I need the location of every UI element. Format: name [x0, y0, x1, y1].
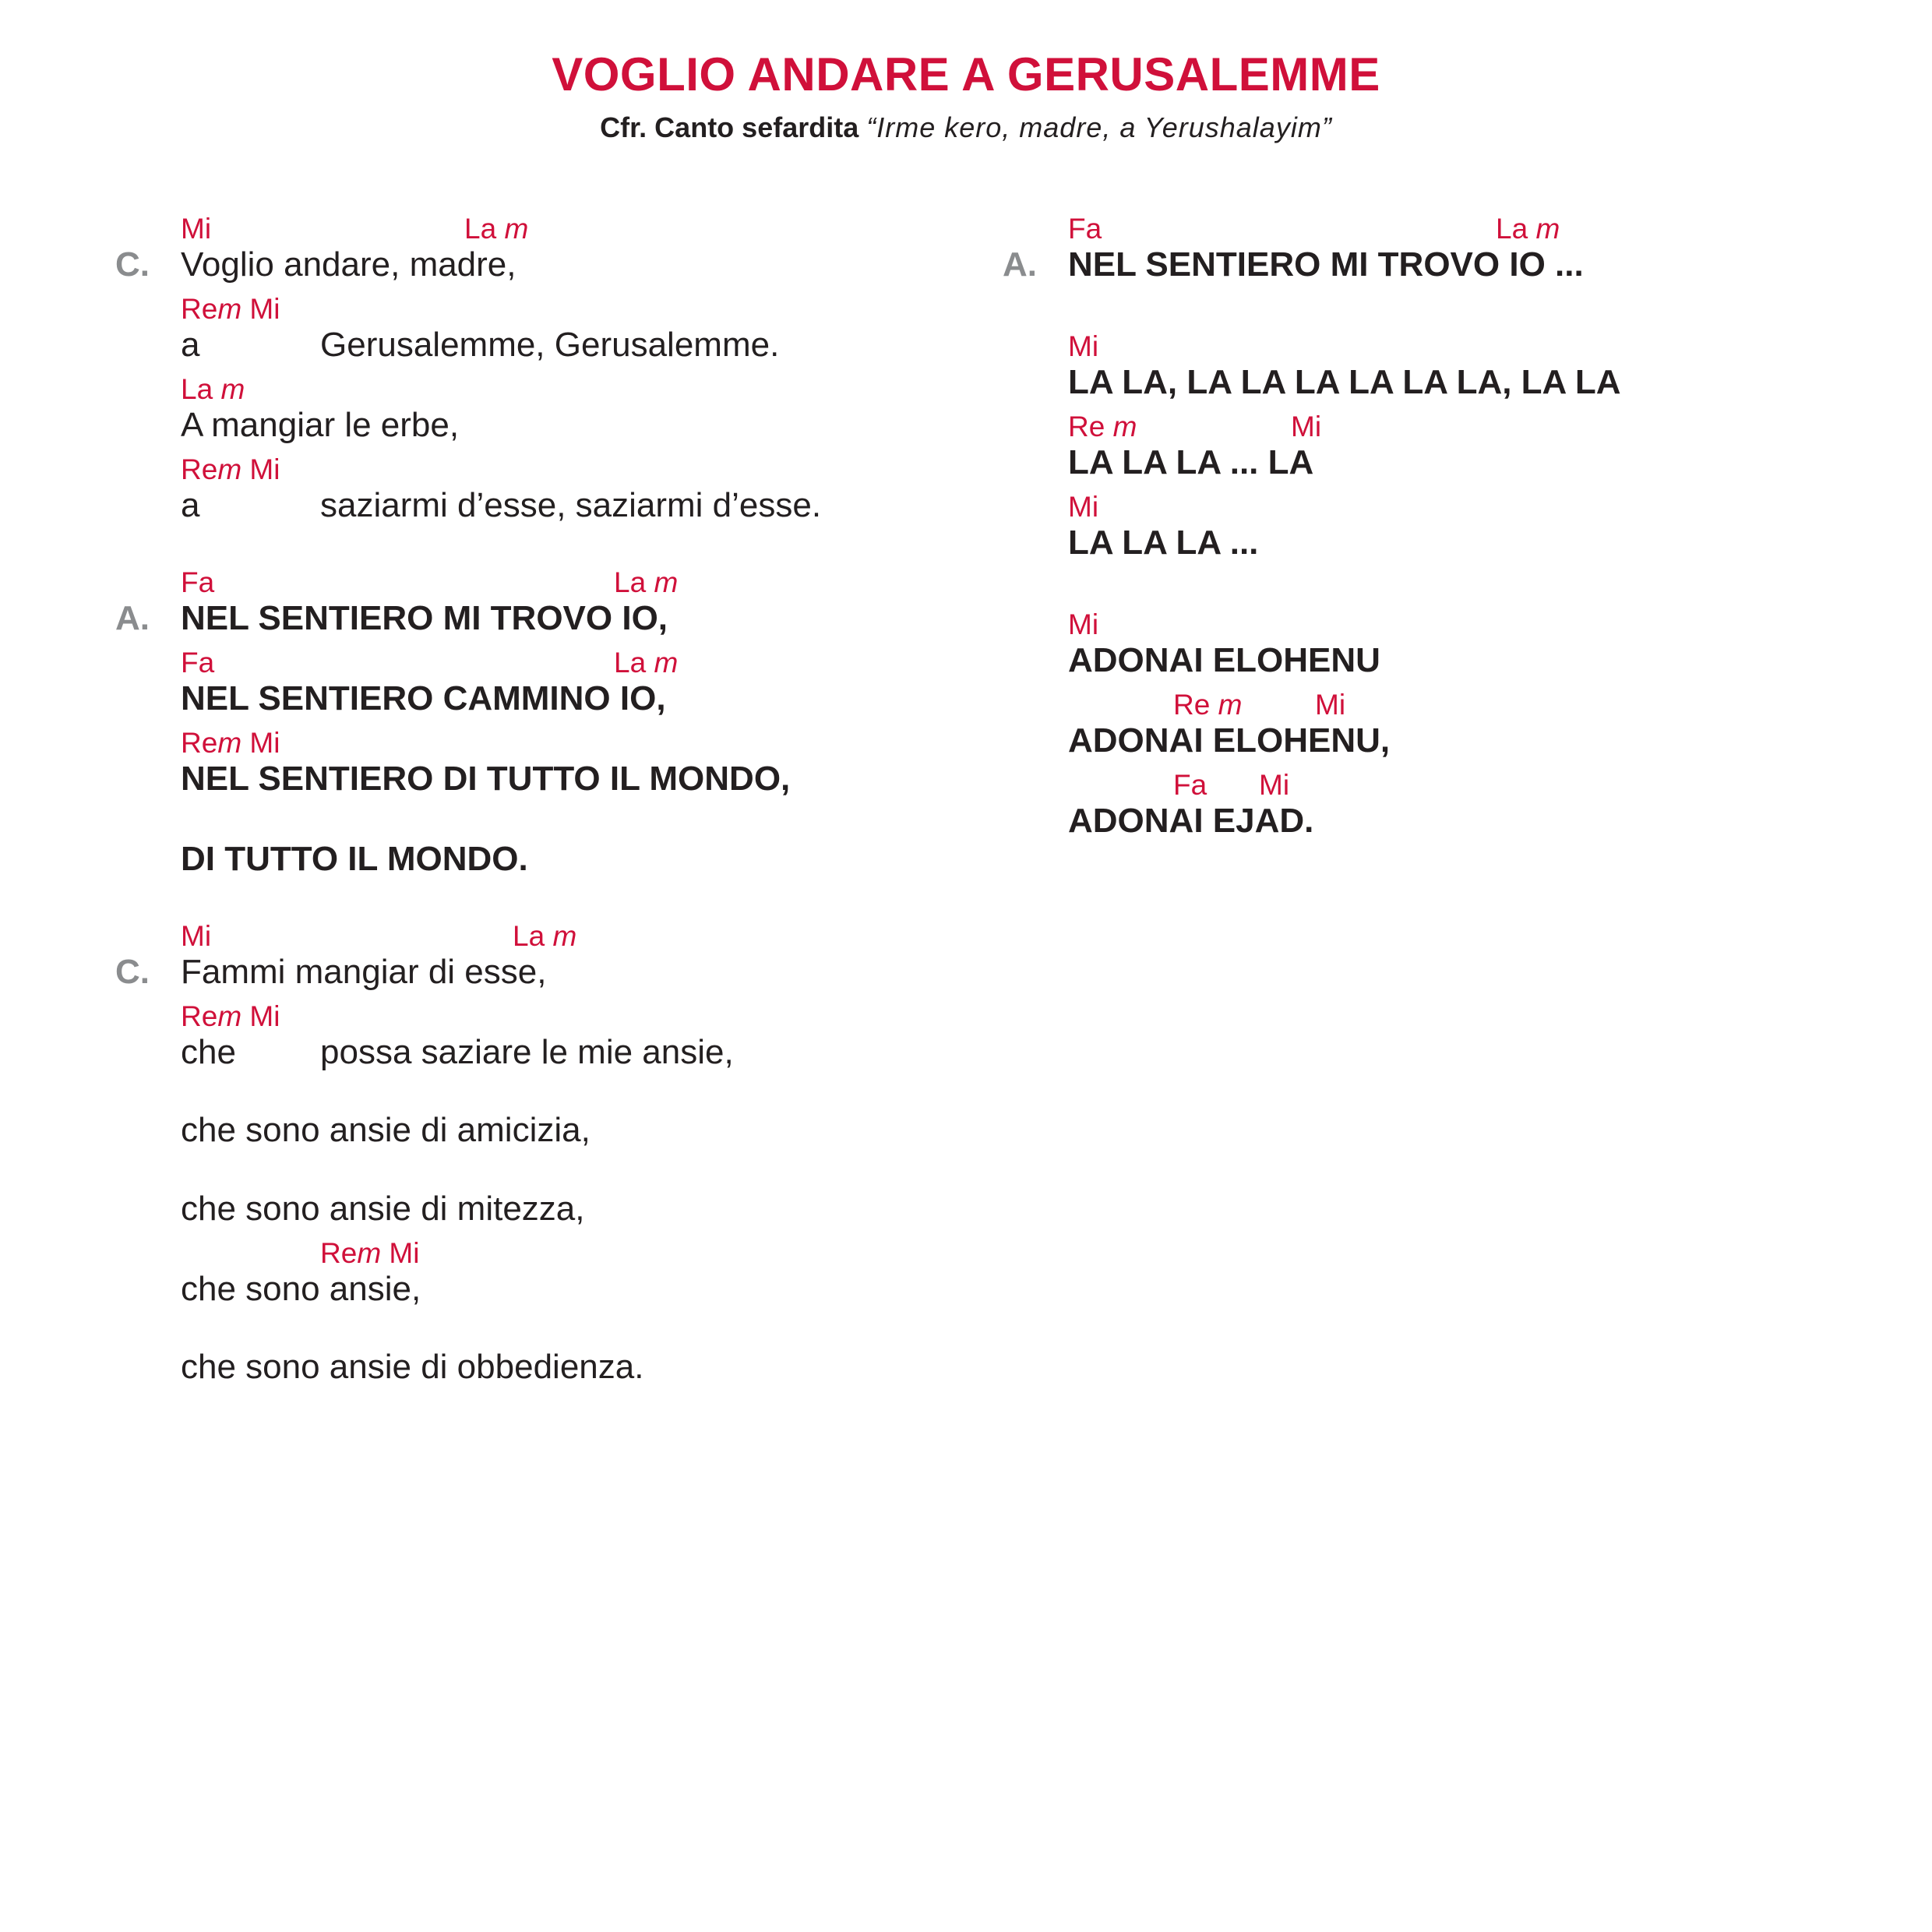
cantor-marker: C. — [115, 953, 150, 991]
chord: Re m — [1068, 411, 1137, 442]
lyric-line: a — [181, 486, 200, 524]
chord: Rem Mi — [181, 293, 280, 325]
assembly-marker: A. — [115, 599, 150, 637]
lyric-line: ADONAI EJAD. — [1068, 802, 1314, 840]
cantor-marker: C. — [115, 245, 150, 284]
chord: Rem Mi — [181, 727, 280, 759]
lyric-line: saziarmi d’esse, saziarmi d’esse. — [320, 486, 822, 524]
lyric-line: DI TUTTO IL MONDO. — [181, 840, 528, 878]
lyric-line: possa saziare le mie ansie, — [320, 1033, 734, 1071]
lyric-line: A mangiar le erbe, — [181, 406, 460, 444]
lyric-line: ADONAI ELOHENU — [1068, 641, 1380, 679]
chord: La m — [513, 920, 577, 952]
chord: Mi — [1068, 608, 1099, 640]
chord: La m — [464, 213, 529, 245]
chord: Fa — [1068, 213, 1102, 245]
chord: La m — [614, 647, 679, 679]
chord: Rem Mi — [181, 453, 280, 485]
lyric-line: Gerusalemme, Gerusalemme. — [320, 326, 780, 364]
subtitle-quote: “Irme kero, madre, a Yerushalayim” — [866, 111, 1332, 143]
chord: Rem Mi — [320, 1237, 420, 1269]
chord: Mi — [1259, 769, 1290, 801]
lyric-line: che sono ansie di amicizia, — [181, 1111, 591, 1149]
chord: Mi — [181, 213, 212, 245]
lyric-line: Fammi mangiar di esse, — [181, 953, 547, 991]
lyric-line: NEL SENTIERO MI TROVO IO ... — [1068, 245, 1584, 284]
lyric-line: che sono ansie di obbedienza. — [181, 1348, 644, 1386]
chord: Mi — [1315, 689, 1346, 721]
lyric-line: Voglio andare, madre, — [181, 245, 516, 284]
chord: La m — [1496, 213, 1560, 245]
song-title: VOGLIO ANDARE A GERUSALEMME — [552, 48, 1380, 100]
chord: Fa — [181, 647, 215, 679]
chord: La m — [181, 373, 245, 405]
chord: Rem Mi — [181, 1000, 280, 1032]
lyric-line: che — [181, 1033, 236, 1071]
lyric-line: NEL SENTIERO DI TUTTO IL MONDO, — [181, 760, 791, 798]
lyric-line: NEL SENTIERO CAMMINO IO, — [181, 679, 666, 717]
chord: Mi — [181, 920, 212, 952]
chord: Re m — [1173, 689, 1243, 721]
lyric-line: che sono ansie di mitezza, — [181, 1190, 585, 1228]
lyric-line: LA LA LA ... LA — [1068, 443, 1314, 481]
chord: Fa — [1173, 769, 1208, 801]
lyric-line: a — [181, 326, 200, 364]
chord: Fa — [181, 566, 215, 598]
chord: Mi — [1068, 491, 1099, 523]
song-subtitle — [0, 111, 1932, 143]
chord: Mi — [1291, 411, 1322, 442]
lyric-line: NEL SENTIERO MI TROVO IO, — [181, 599, 668, 637]
lyric-line: ADONAI ELOHENU, — [1068, 721, 1391, 760]
chord: La m — [614, 566, 679, 598]
assembly-marker: A. — [1003, 245, 1037, 284]
subtitle-source: Cfr. Canto sefardita — [600, 111, 859, 143]
chord: Mi — [1068, 330, 1099, 362]
lyric-line: che sono ansie, — [181, 1270, 421, 1308]
lyric-line: LA LA, LA LA LA LA LA LA, LA LA — [1068, 363, 1621, 401]
lyric-line: LA LA LA ... — [1068, 524, 1259, 562]
